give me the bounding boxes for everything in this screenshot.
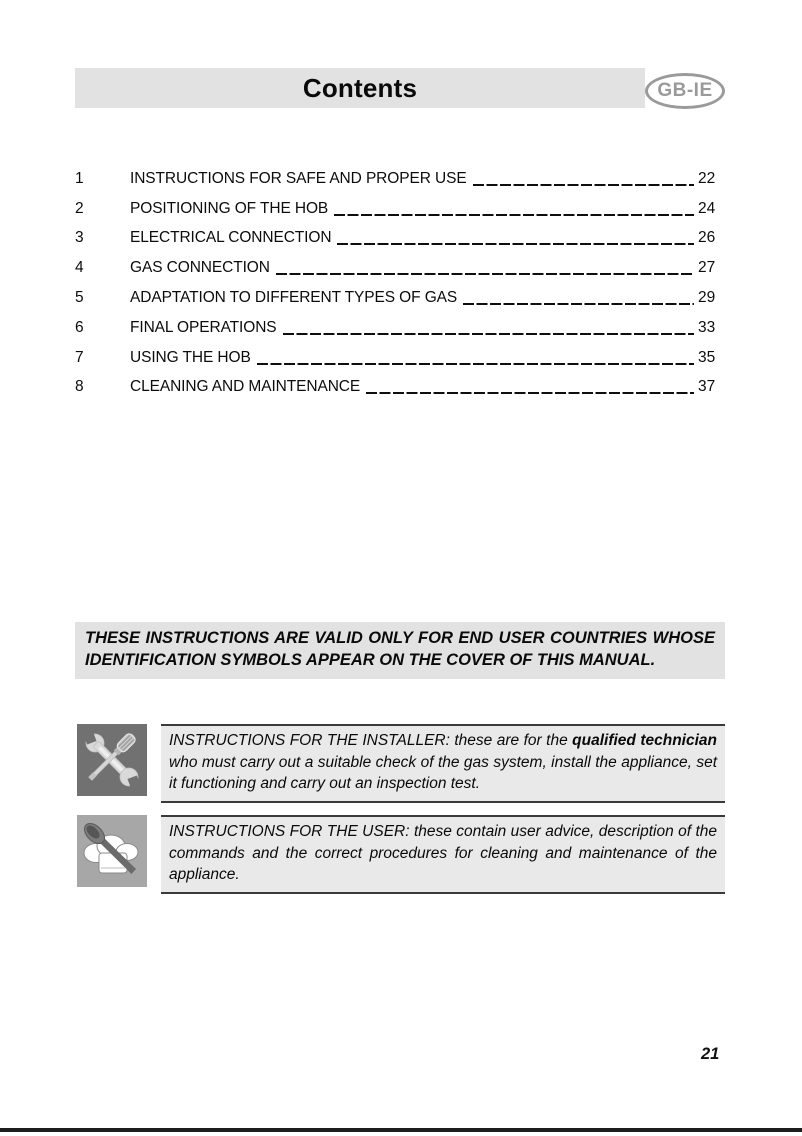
toc-item-title: ELECTRICAL CONNECTION: [130, 229, 332, 247]
toc-item-number: 5: [75, 288, 84, 306]
installer-text-part2: who must carry out a suitable check of the gas system, install the appliance, set it functioning and carry out an inspection test.: [169, 753, 717, 792]
toc-leader-line: [337, 243, 694, 245]
toc-item-number: 8: [75, 378, 84, 396]
table-of-contents: [75, 160, 725, 398]
toc-item-page: 27: [698, 259, 716, 277]
toc-row: [75, 279, 725, 309]
toc-item-page: 33: [698, 318, 716, 336]
toc-leader-line: [276, 273, 694, 275]
validity-notice: THESE INSTRUCTIONS ARE VALID ONLY FOR END USER COUNTRIES WHOSE IDENTIFICATION SYMBOLS APPEAR ON THE COVER OF THIS MANUAL.: [75, 622, 725, 679]
toc-row: [75, 190, 725, 220]
toc-item-page: 26: [698, 229, 716, 247]
chef-hat-spoon-icon: [77, 815, 147, 887]
toc-item-page: 29: [698, 288, 716, 306]
toc-item-title: GAS CONNECTION: [130, 259, 270, 277]
toc-leader-line: [257, 363, 694, 365]
toc-leader-line: [463, 303, 694, 305]
installer-text-bold: qualified technician: [572, 732, 717, 749]
toc-item-number: 2: [75, 199, 84, 217]
tools-icon: [77, 724, 147, 796]
toc-row: [75, 369, 725, 399]
installer-instructions: [161, 724, 725, 803]
toc-leader-line: [366, 392, 694, 394]
toc-item-number: 4: [75, 259, 84, 277]
toc-row: [75, 160, 725, 190]
user-instructions: INSTRUCTIONS FOR THE USER: these contain user advice, description of the commands and the correct procedures for cleaning and maintenance of the appliance.: [161, 815, 725, 894]
installer-text-part1: INSTRUCTIONS FOR THE INSTALLER: these are for the: [169, 732, 573, 749]
page-number: 21: [701, 1045, 720, 1063]
page-title: Contents: [302, 72, 418, 103]
toc-item-title: FINAL OPERATIONS: [130, 318, 277, 336]
toc-item-page: 37: [698, 378, 716, 396]
toc-row: [75, 249, 725, 279]
toc-item-page: 35: [698, 348, 716, 366]
toc-row: [75, 309, 725, 339]
toc-item-number: 6: [75, 318, 84, 336]
toc-leader-line: [473, 184, 694, 186]
toc-item-title: CLEANING AND MAINTENANCE: [130, 378, 361, 396]
header-bar: [75, 68, 645, 108]
toc-item-number: 7: [75, 348, 84, 366]
toc-item-title: POSITIONING OF THE HOB: [130, 199, 329, 217]
toc-item-number: 1: [75, 169, 84, 187]
toc-item-title: USING THE HOB: [130, 348, 251, 366]
country-badge: GB-IE: [645, 73, 725, 109]
toc-leader-line: [283, 333, 694, 335]
toc-item-page: 24: [698, 199, 716, 217]
toc-item-title: INSTRUCTIONS FOR SAFE AND PROPER USE: [130, 169, 467, 187]
toc-item-page: 22: [698, 169, 716, 187]
toc-row: [75, 220, 725, 250]
toc-item-title: ADAPTATION TO DIFFERENT TYPES OF GAS: [130, 288, 458, 306]
bottom-rule: [0, 1128, 802, 1132]
toc-item-number: 3: [75, 229, 84, 247]
toc-row: [75, 339, 725, 369]
toc-leader-line: [334, 214, 694, 216]
